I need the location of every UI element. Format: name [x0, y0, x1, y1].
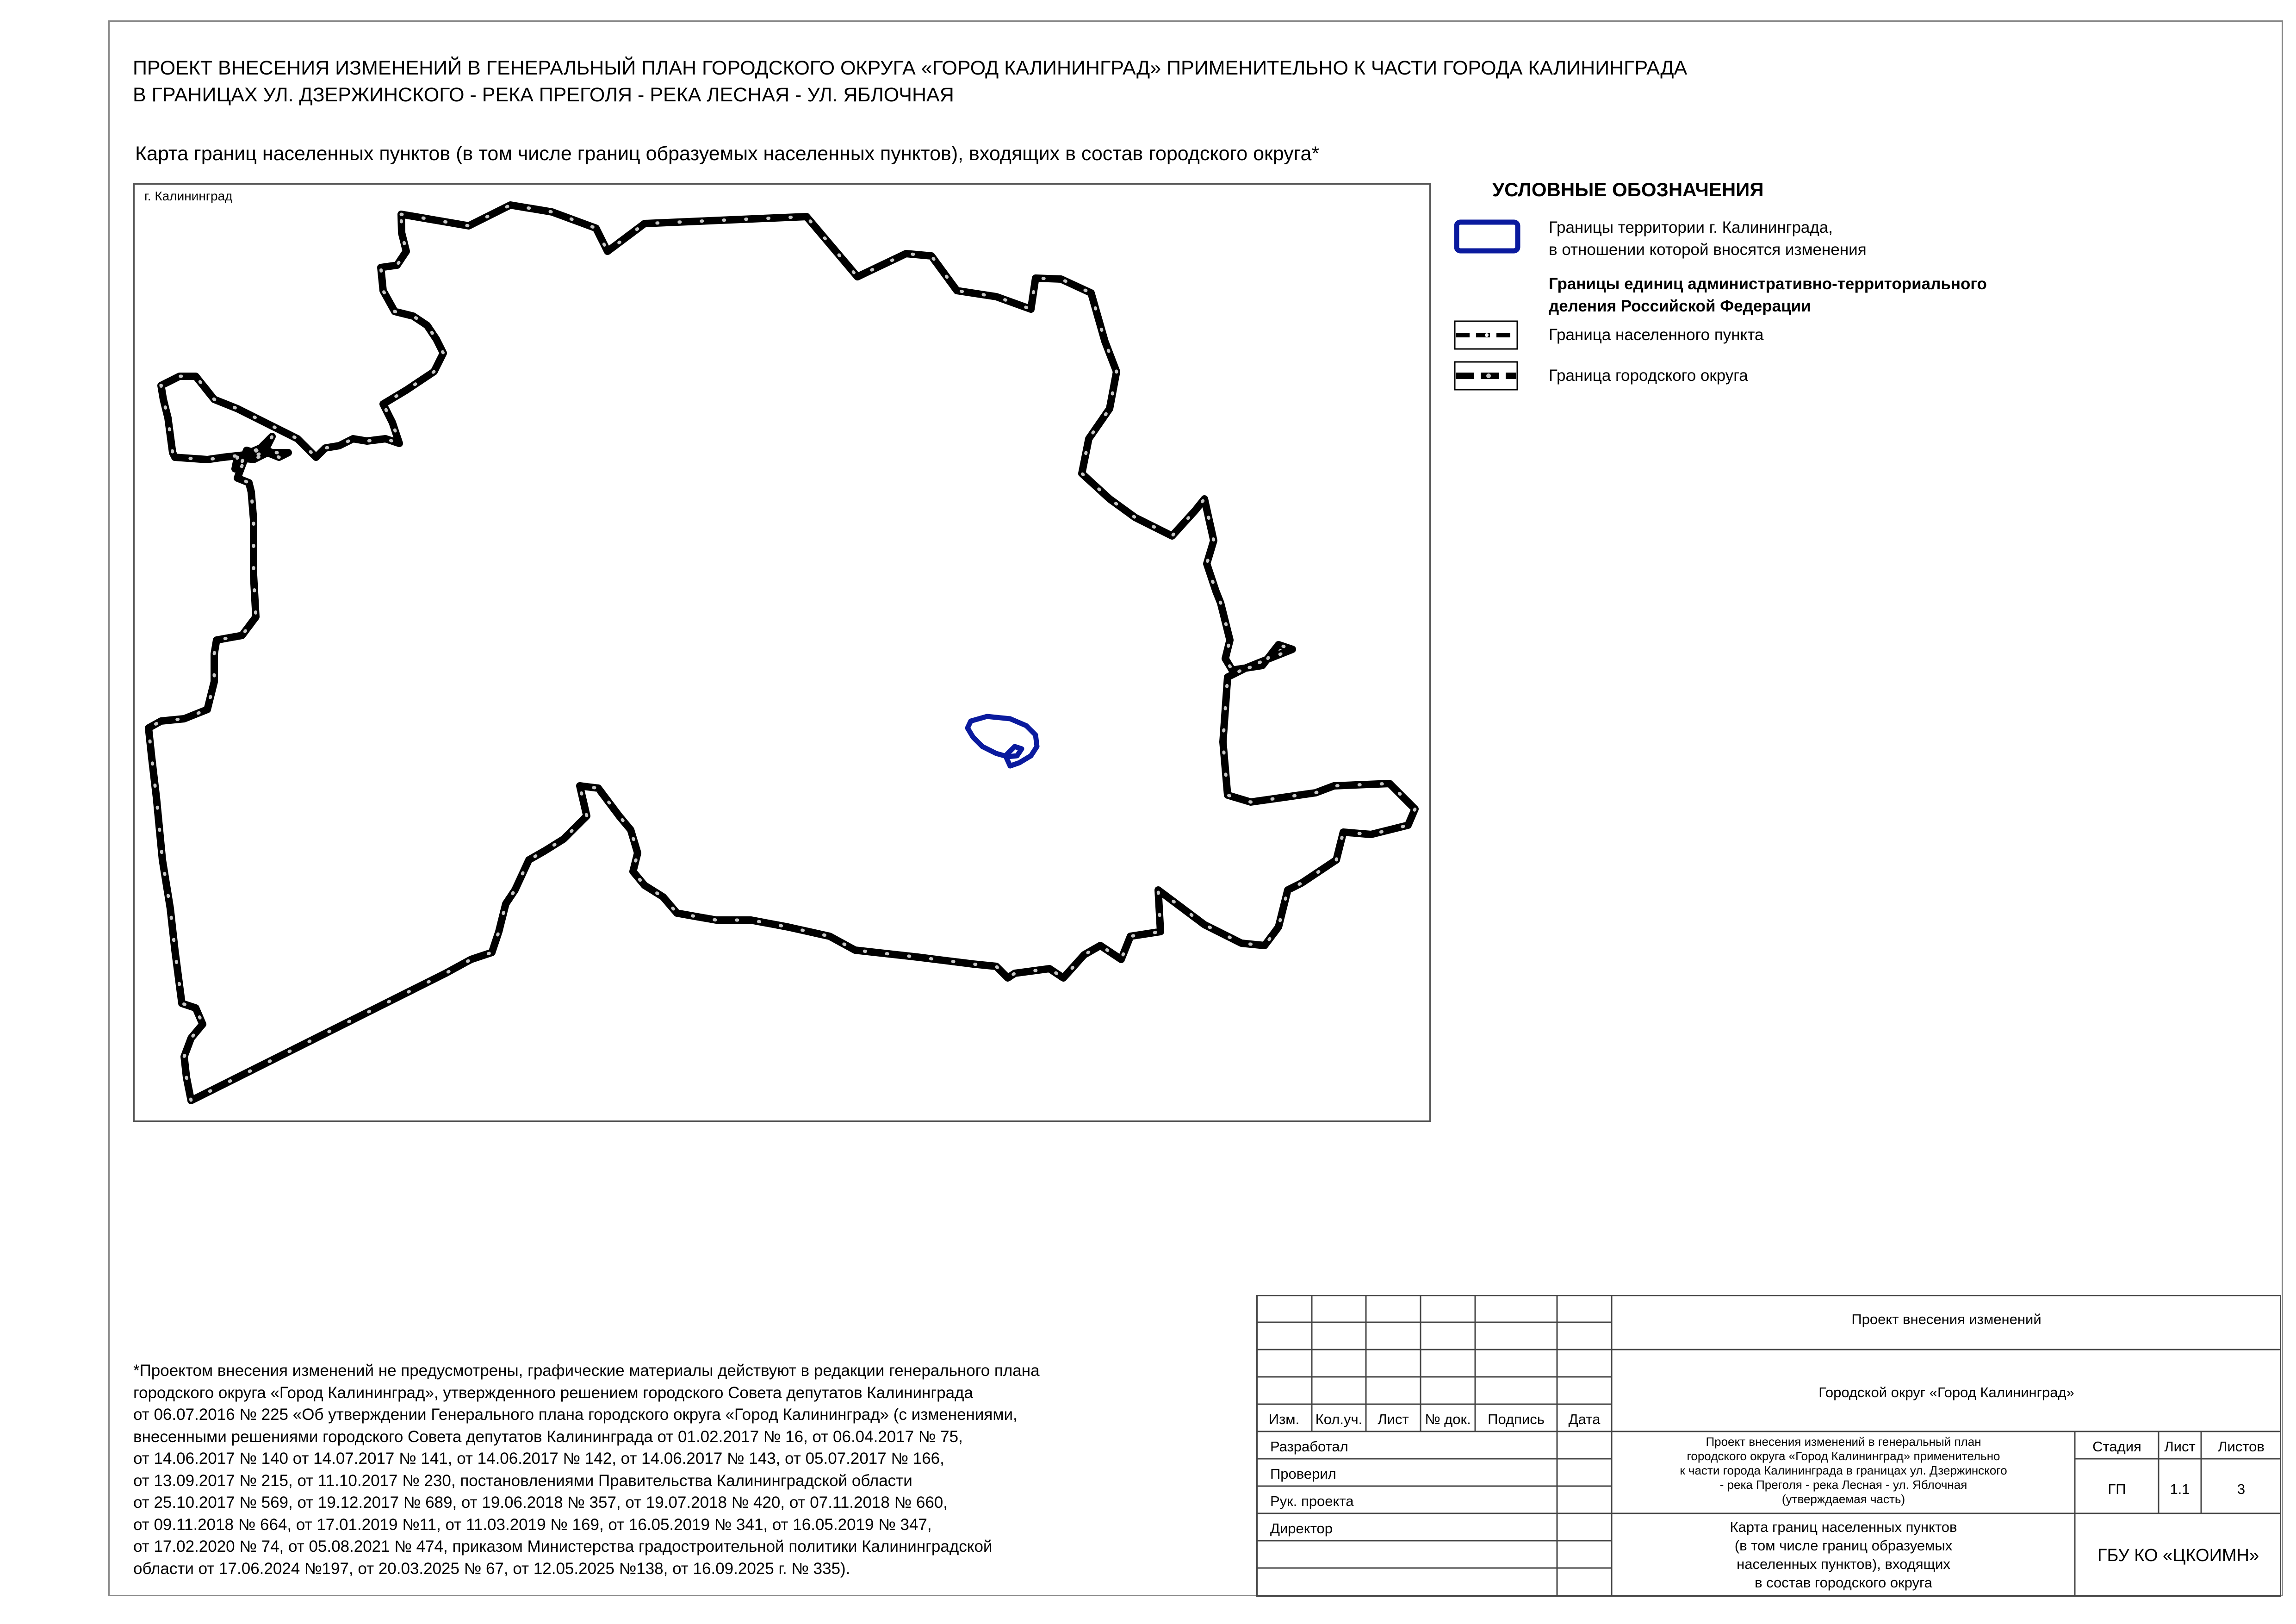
settlement-legend-swatch [1453, 319, 1520, 352]
stamp-header-signature: Подпись [1488, 1411, 1545, 1427]
stamp-map-name-line: (в том числе границ образуемых [1734, 1537, 1953, 1554]
legend-territory-line-2: в отношении которой вносятся изменения [1549, 241, 1867, 259]
city-label: г. Калининград [144, 189, 233, 203]
footnote-line: от 14.06.2017 № 140 от 14.07.2017 № 141, от 14.06.2017 № 142, от 14.06.2017 № 143, от 05.07.2017 № 166, [133, 1450, 944, 1468]
legend-district: Граница городского округа [1549, 367, 1748, 385]
stamp-district: Городской округ «Город Калининград» [1818, 1384, 2074, 1400]
footnote-line: городского округа «Город Калининград», утвержденного решением городского Совета депутатов Калининграда [133, 1383, 973, 1402]
stamp-map-name [1612, 1518, 2075, 1592]
territory-legend-swatch [1453, 218, 1522, 255]
stamp-stage-label: Стадия [2092, 1438, 2141, 1455]
boundary-map [135, 185, 1429, 1120]
stamp-description-line: - река Преголя - река Лесная - ул. Яблочная [1719, 1478, 1967, 1492]
stamp-role-director: Директор [1270, 1520, 1333, 1537]
stamp-header-ndoc: № док. [1425, 1411, 1471, 1427]
stamp-role-project-lead: Рук. проекта [1270, 1493, 1354, 1509]
legend-title: УСЛОВНЫЕ ОБОЗНАЧЕНИЯ [1492, 179, 1764, 200]
stamp-stage-value: ГП [2108, 1481, 2126, 1497]
stamp-description [1612, 1435, 2075, 1506]
title-line-2: В ГРАНИЦАХ УЛ. ДЗЕРЖИНСКОГО - РЕКА ПРЕГОЛЯ - РЕКА ЛЕСНАЯ - УЛ. ЯБЛОЧНАЯ [133, 84, 954, 106]
legend-admin-line-1: Границы единиц административно-территориального [1549, 275, 1987, 293]
legend-territory-line-1: Границы территории г. Калининграда, [1549, 218, 1833, 236]
stamp-header-koluch: Кол.уч. [1315, 1411, 1363, 1427]
stamp-sheet-value: 1.1 [2170, 1481, 2190, 1497]
title-line-1: ПРОЕКТ ВНЕСЕНИЯ ИЗМЕНЕНИЙ В ГЕНЕРАЛЬНЫЙ ПЛАН ГОРОДСКОГО ОКРУГА «ГОРОД КАЛИНИНГРАД» ПРИМЕНИТЕЛЬНО К ЧАСТИ ГОРОДА КАЛИНИНГРАДА [133, 57, 1688, 79]
change-territory-boundary [968, 716, 1037, 766]
map-frame [133, 183, 1431, 1122]
stamp-sheet-label: Лист [2164, 1438, 2196, 1455]
footnote-line: от 25.10.2017 № 569, от 19.12.2017 № 689, от 19.06.2018 № 357, от 19.07.2018 № 420, от 07.11.2018 № 660, [133, 1493, 948, 1512]
stamp-header-izm: Изм. [1268, 1411, 1300, 1427]
legend-admin-line-2: деления Российской Федерации [1549, 297, 1811, 315]
map-subtitle: Карта границ населенных пунктов (в том числе границ образуемых населенных пунктов), входящих в состав городского округа* [135, 143, 1320, 165]
stamp-sheets-value: 3 [2237, 1481, 2246, 1497]
stamp-project-label: Проект внесения изменений [1851, 1311, 2042, 1327]
footnote-line: от 13.09.2017 № 215, от 11.10.2017 № 230, постановлениями Правительства Калининградской области [133, 1471, 912, 1490]
stamp-header-date: Дата [1568, 1411, 1601, 1427]
stamp-role-checked: Проверил [1270, 1466, 1336, 1482]
city-district-boundary [149, 205, 1415, 1101]
footnote-line: от 09.11.2018 № 664, от 17.01.2019 №11, от 11.03.2019 № 169, от 16.05.2019 № 341, от 16.05.2019 № 347, [133, 1515, 932, 1534]
stamp-sheets-label: Листов [2218, 1438, 2265, 1455]
legend-settlement: Граница населенного пункта [1549, 326, 1764, 344]
legend-admin-heading [1549, 273, 1987, 317]
stamp-header-list: Лист [1378, 1411, 1409, 1427]
footnote-line: *Проектом внесения изменений не предусмотрены, графические материалы действуют в редакции генерального плана [133, 1362, 1040, 1380]
stamp-description-line: Проект внесения изменений в генеральный план [1706, 1435, 1981, 1449]
footnote-line: внесенными решениями городского Совета депутатов Калининграда от 01.02.2017 № 16, от 06.04.2017 № 75, [133, 1427, 963, 1446]
legend-territory [1549, 217, 1867, 261]
document-title [133, 55, 1937, 108]
stamp-map-name-line: Карта границ населенных пунктов [1730, 1519, 1957, 1535]
stamp-description-line: к части города Калининграда в границах ул. Дзержинского [1680, 1463, 2007, 1477]
footnote-line: области от 17.06.2024 №197, от 20.03.2025 № 67, от 12.05.2025 №138, от 16.09.2025 г. № 335). [133, 1559, 850, 1578]
district-boundary-line [149, 205, 1415, 1101]
stamp-role-developed: Разработал [1270, 1438, 1348, 1455]
footnote-line: от 06.07.2016 № 225 «Об утверждении Генерального плана городского округа «Город Калининград» (с изменениями, [133, 1406, 1018, 1424]
stamp-description-line: городского округа «Город Калининград» применительно [1687, 1449, 2000, 1463]
district-legend-swatch [1453, 360, 1520, 392]
footnote [133, 1360, 1151, 1580]
stamp-map-name-line: в состав городского округа [1755, 1574, 1932, 1591]
footnote-line: от 17.02.2020 № 74, от 05.08.2021 № 474, приказом Министерства градостроительной политики Калининградской [133, 1537, 993, 1556]
stamp-organization: ГБУ КО «ЦКОИМН» [2097, 1546, 2259, 1565]
stamp-description-line: (утверждаемая часть) [1781, 1492, 1905, 1506]
stamp-map-name-line: населенных пунктов), входящих [1737, 1556, 1950, 1572]
